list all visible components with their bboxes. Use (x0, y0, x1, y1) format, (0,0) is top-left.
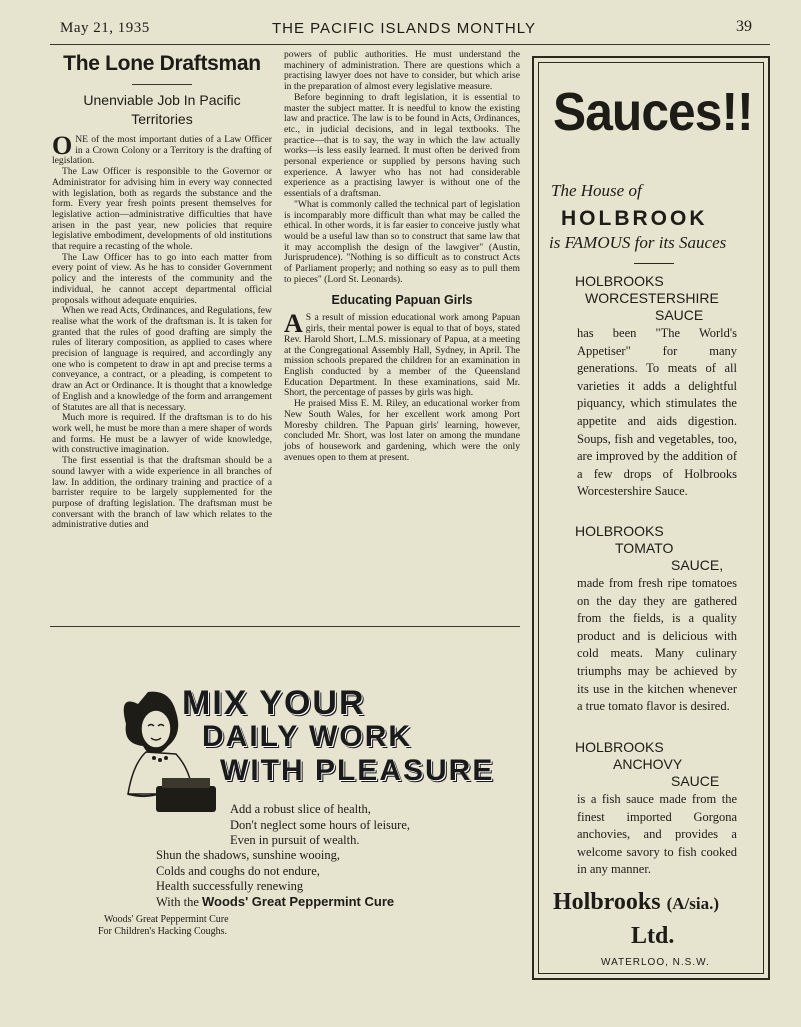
brand-name: HOLBROOK (561, 207, 708, 230)
verse-line: Health successfully renewing (156, 879, 304, 893)
product-description: made from fresh ripe tomatoes on the day they are gathered from the fields, is a quality product and is delicious with cold meats. Many culinary triumphs may be achieved by its use in the kitchen whenever a true tomato flavor is desired. (577, 576, 737, 714)
publication-title: THE PACIFIC ISLANDS MONTHLY (272, 20, 536, 37)
headline-line: WITH PLEASURE (220, 754, 495, 787)
title-rule (132, 84, 192, 85)
product-heading: HOLBROOKS TOMATO SAUCE, (575, 523, 724, 573)
house-of-line: The House of (551, 181, 642, 200)
paragraph: A S a result of mission educational work among Papuan girls, their mental power is equal to that of boys, stated Rev. Harold Short, L.M.S. missionary of Papua, at a meeting at the Congregational Assembly Hall, Sydney, in April. The mission schools prepared the children for an examination in English conducted by a member of the Queensland Education Department. In these examinations, said Mr. Short, the percentage of passes by girls was high. (284, 309, 520, 399)
column-1 (52, 50, 272, 531)
article-title: The Lone Draftsman (63, 52, 261, 75)
divider (634, 263, 674, 264)
holbrooks-advertisement (532, 56, 770, 980)
paragraph: When we read Acts, Ordinances, and Regulations, few realise what the work of the draftsman is. It is taken for granted that the rules of good drafting are simply the rules of literary composition, as applied to cases where precision of language is required, and accordingly any one who is competent to draw in apt and precise terms a conveyance, a contract, or a pleading, is competent to draw an Act or Ordinance. It is thought that a knowledge of English and a knowledge of the form and arrangement of Statutes are all that is necessary. (52, 305, 272, 413)
drop-cap: A (284, 309, 303, 339)
paragraph: The Law Officer is responsible to the Governor or Administrator for advising him in every way connected with legislation, both as regards the substance and the form. Every year fresh points present themselves for legislative action—administrative difficulties that have arisen in the past year, new policies that require legislative embodiment, developments of old institutions that require a recasting of the whole. (52, 166, 272, 253)
verse-line: Add a robust slice of health, (230, 802, 371, 816)
paragraph: "What is commonly called the technical part of legislation is incomparably more difficult than what may be called the ethical. In other words, it is far easier to conceive justly what would be a useful law than so to construct that same law that it may accomplish the design of the lawgiver" (Austin, Jurisprudence). "Nothing is so difficult as to construct Acts of Parliament properly; and nothing so easy as to pull them to pieces" (Lord St. Leonards). (284, 198, 520, 285)
article-subtitle: Unenviable Job In Pacific Territories (83, 92, 241, 127)
article-title: Educating Papuan Girls (331, 293, 473, 308)
product-heading: HOLBROOKS ANCHOVY SAUCE (575, 739, 720, 789)
product-description: is a fish sauce made from the finest imported Gorgona anchovies, and provides a welcome savory to fish cooked in any manner. (577, 792, 737, 877)
issue-date: May 21, 1935 (60, 20, 150, 36)
section-rule (50, 626, 520, 627)
caption-line: Woods' Great Peppermint Cure (104, 914, 229, 925)
paragraph: The first essential is that the draftsman should be a sound lawyer with a wide experience in all branches of law. In addition, the ordinary training and practice of a barrister require to be largely supplemented for the purpose of drafting legislation. The draftsman must be conversant with the branch of law which relates to the administrative duties and (52, 455, 272, 531)
verse-line: Even in pursuit of wealth. (230, 833, 360, 847)
verse-line: Don't neglect some hours of leisure, (230, 818, 410, 832)
woods-advertisement (50, 630, 520, 950)
tagline: is FAMOUS for its Sauces (549, 233, 727, 252)
headline-line: DAILY WORK (202, 720, 413, 753)
paragraph: powers of public authorities. He must understand the machinery of administration. There are questions which a practising lawyer does not have to consider, but which arise in the preparation of almost every legislative measure. (284, 49, 520, 93)
ad-inner-border (538, 62, 764, 974)
paragraph: He praised Miss E. M. Riley, an educational worker from New South Wales, for her excellent work among Port Moresby children. The Papuan girls' learning, however, concluded Mr. Short, was lost later on among the mundane jobs of housework and gardening, which were the only avenues open to them at present. (284, 398, 520, 463)
company-address: WATERLOO, N.S.W. (601, 957, 710, 968)
company-name-suffix: Ltd. (631, 923, 675, 949)
paragraph: The Law Officer has to go into each matter from every point of view. As he has to consider Government policy and the interests of the community and the individual, he cannot accept departmental official proposals without adequate enquiries. (52, 251, 272, 306)
product-name: Woods' Great Peppermint Cure (202, 894, 395, 909)
page-number: 39 (736, 18, 752, 35)
header-rule (50, 44, 770, 45)
paragraph: Much more is required. If the draftsman is to do his work well, he must be more than a mere shaper of words and forms. He must be a lawyer of wide knowledge, with constructive imagination. (52, 412, 272, 456)
product-heading: HOLBROOKS WORCESTERSHIRE SAUCE (575, 273, 719, 323)
paragraph: ONE of the most important duties of a Law Officer in a Crown Colony or a Territory is the drafting of legislation. (52, 131, 272, 167)
drop-cap: O (52, 131, 73, 160)
paragraph: Before beginning to draft legislation, it is essential to master the subject matter. It is needful to know the existing law and practice. The law is to be found in Acts, Ordinances, etc., in judicial decisions, and in legal textbooks. The practice—that is to say, the way in which the law actually works—is less easily learned. It must often be derived from personal experience or supplied by persons having such experience. A lawyer who has not had considerable experience as a practising lawyer is without one of the essentials of a draftsman. (284, 91, 520, 200)
column-2 (284, 50, 520, 463)
ad-headline: Sauces!! (553, 82, 753, 142)
page-header (0, 14, 801, 42)
verse-line: Shun the shadows, sunshine wooing, (156, 848, 341, 862)
verse-line: Colds and coughs do not endure, (156, 864, 320, 878)
caption-line: For Children's Hacking Coughs. (98, 926, 228, 937)
company-name: Holbrooks (A/sia.) (553, 889, 720, 915)
headline-line: MIX YOUR (182, 684, 366, 722)
product-description: has been "The World's Appetiser" for many generations. To meats of all varieties it adds a delightful piquancy, which stimulates the appetite and aids digestion. Soups, fish and vegetables, too, are improved by the addition of a few drops of Holbrooks Worcestershire Sauce. (577, 326, 737, 499)
verse-line: With the Woods' Great Peppermint Cure (156, 894, 395, 909)
